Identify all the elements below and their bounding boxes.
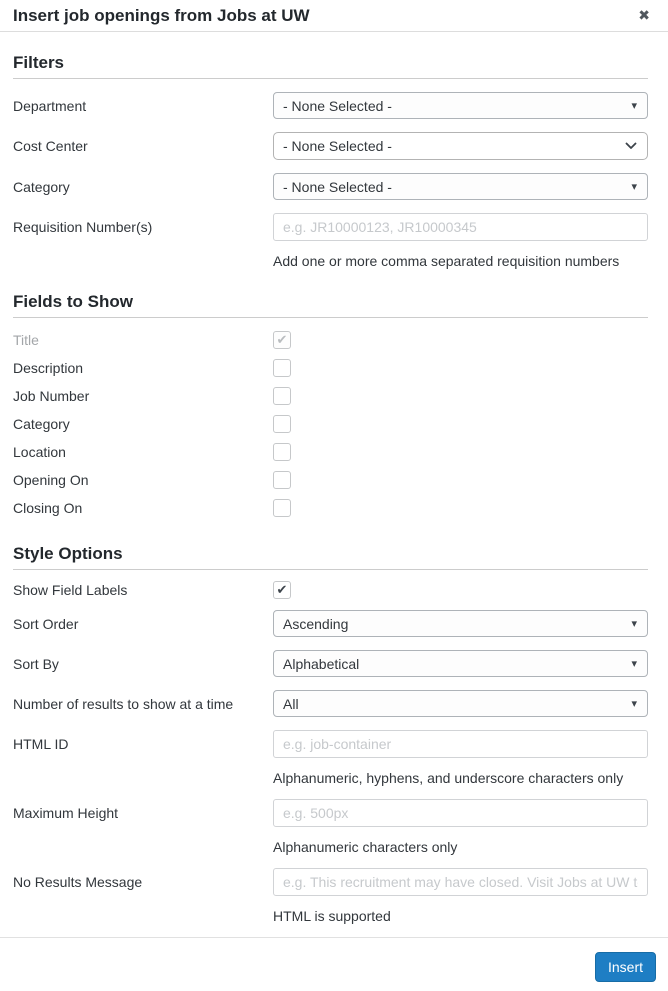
department-select-value: - None Selected - [283,97,392,114]
field-row-closing-on [13,499,648,517]
field-row-description [13,359,648,377]
modal-footer [0,937,668,991]
cost-center-select-value: - None Selected - [283,138,392,154]
dropdown-arrow-icon: ▾ [631,617,637,630]
results-count-select-value: All [283,695,299,712]
category-label: Category [13,178,70,195]
dropdown-arrow-icon: ▾ [631,99,637,112]
department-label: Department [13,97,87,114]
department-select[interactable] [273,92,648,119]
field-description-checkbox[interactable] [273,359,291,377]
field-closing-on-label: Closing On [13,500,83,516]
style-options-heading: Style Options [13,544,648,570]
field-opening-on-label: Opening On [13,472,89,488]
requisition-helper: Add one or more comma separated requisition numbers [273,253,620,269]
field-row-title [13,331,648,349]
sort-order-label: Sort Order [13,615,79,632]
filters-heading: Filters [13,53,648,79]
fields-to-show-heading: Fields to Show [13,292,648,318]
max-height-input[interactable] [273,799,648,827]
modal-header [0,0,668,32]
show-field-labels-label: Show Field Labels [13,582,128,598]
no-results-row [13,868,648,896]
dropdown-arrow-icon: ▾ [631,697,637,710]
cost-center-row [13,132,648,160]
field-row-location [13,443,648,461]
field-category-label: Category [13,416,70,432]
sort-order-select[interactable] [273,610,648,637]
sort-by-select[interactable] [273,650,648,677]
max-height-row [13,799,648,827]
dropdown-arrow-icon: ▾ [631,180,637,193]
show-field-labels-row [13,581,648,599]
field-row-job-number [13,387,648,405]
cost-center-select[interactable] [273,132,648,160]
field-job-number-label: Job Number [13,388,90,404]
sort-by-row [13,650,648,677]
field-opening-on-checkbox[interactable] [273,471,291,489]
results-count-label: Number of results to show at a time [13,695,234,712]
field-category-checkbox[interactable] [273,415,291,433]
field-closing-on-checkbox[interactable] [273,499,291,517]
category-select[interactable] [273,173,648,200]
requisition-row [13,213,648,241]
sort-order-select-value: Ascending [283,615,349,632]
html-id-row [13,730,648,758]
html-id-helper: Alphanumeric, hyphens, and underscore characters only [273,770,624,786]
requisition-input[interactable] [273,213,648,241]
field-location-checkbox[interactable] [273,443,291,461]
dropdown-arrow-icon: ▾ [631,657,637,670]
sort-by-select-value: Alphabetical [283,655,360,672]
category-row [13,173,648,200]
field-location-label: Location [13,444,66,460]
html-id-label: HTML ID [13,736,69,752]
style-options-section [13,544,648,924]
insert-button[interactable]: Insert [595,952,656,982]
sort-by-label: Sort By [13,655,59,672]
modal-body [0,53,668,924]
department-row [13,92,648,119]
field-job-number-checkbox[interactable] [273,387,291,405]
field-title-label: Title [13,332,39,348]
field-row-opening-on [13,471,648,489]
results-count-row [13,690,648,717]
modal-title: Insert job openings from Jobs at UW [13,5,310,25]
max-height-label: Maximum Height [13,805,119,821]
filters-section [13,53,648,269]
no-results-helper: HTML is supported [273,908,391,924]
cost-center-label: Cost Center [13,138,88,154]
no-results-input[interactable] [273,868,648,896]
requisition-label: Requisition Number(s) [13,219,153,235]
results-count-select[interactable] [273,690,648,717]
html-id-input[interactable] [273,730,648,758]
no-results-label: No Results Message [13,874,143,890]
show-field-labels-checkbox[interactable]: ✔ [273,581,291,599]
field-row-category [13,415,648,433]
chevron-down-icon [625,142,637,150]
field-title-checkbox: ✔ [273,331,291,349]
close-icon[interactable]: ✖ [634,7,654,25]
category-select-value: - None Selected - [283,178,392,195]
fields-to-show-section [13,292,648,517]
sort-order-row [13,610,648,637]
field-description-label: Description [13,360,84,376]
max-height-helper: Alphanumeric characters only [273,839,458,855]
